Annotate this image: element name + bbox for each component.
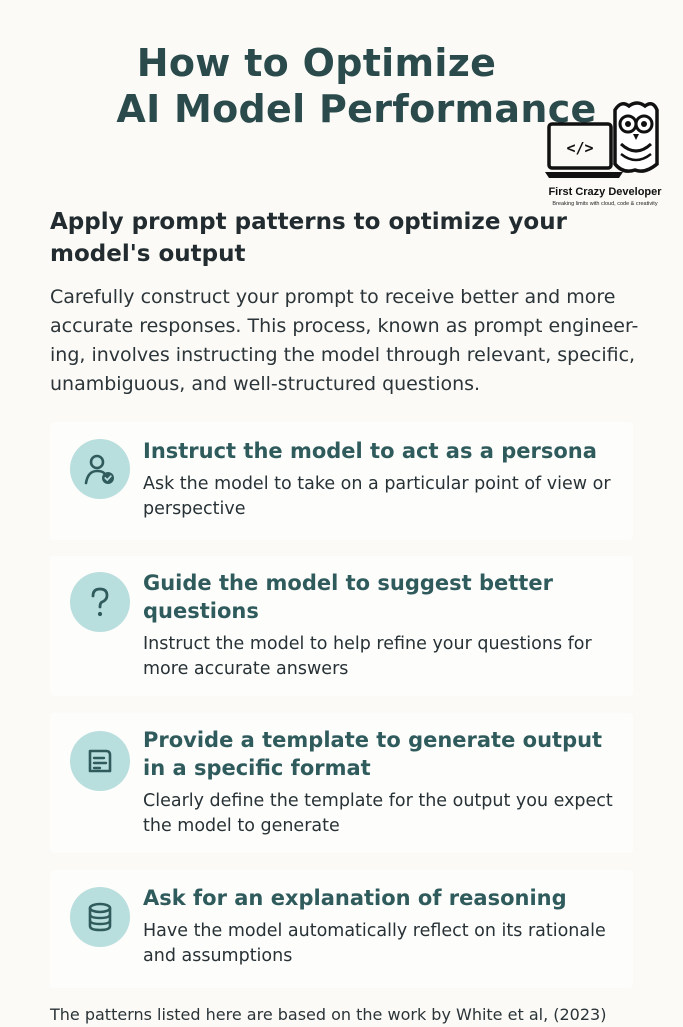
svg-text:</>: </> <box>566 139 594 157</box>
brand-name: First Crazy Developer <box>548 186 662 198</box>
pattern-description: Clearly define the template for the output you expect the model to generate <box>143 791 613 836</box>
pattern-description: Have the model automatically reflect on its rationale and assumptions <box>143 921 606 966</box>
persona-icon <box>70 439 130 499</box>
pattern-title: Guide the model to suggest better questions <box>143 571 553 623</box>
brand-tagline: Breaking limits with cloud, code & creativity <box>552 201 658 207</box>
pattern-description: Ask the model to take on a particular point of view or perspective <box>143 474 611 519</box>
intro-paragraph: Carefully construct your prompt to receive better and more accurate responses. This process, known as prompt engineer-ing, involves instructing the model through relevant, specific, unambiguous, and well-structured questions. <box>50 286 639 395</box>
question-icon <box>70 572 130 632</box>
pattern-title: Provide a template to generate output in a specific format <box>143 728 603 780</box>
page-title-line-2: AI Model Performance <box>116 87 597 131</box>
pattern-card-template <box>50 713 633 853</box>
pattern-card-questions <box>50 556 633 696</box>
owl-icon <box>615 103 657 171</box>
pattern-card-reasoning <box>50 870 633 988</box>
brand-logo <box>545 98 665 213</box>
database-icon <box>70 887 130 947</box>
laptop-code-icon <box>545 98 665 188</box>
pattern-title: Instruct the model to act as a persona <box>143 439 597 463</box>
section-heading: Apply prompt patterns to optimize your model's output <box>50 209 567 267</box>
pattern-card-persona <box>50 422 633 540</box>
template-icon <box>70 731 130 791</box>
pattern-title: Ask for an explanation of reasoning <box>143 886 567 910</box>
footer-note: The patterns listed here are based on the work by White et al, (2023) <box>50 1005 607 1024</box>
page-title-line-1: How to Optimize <box>136 41 497 85</box>
pattern-description: Instruct the model to help refine your questions for more accurate answers <box>143 634 592 679</box>
